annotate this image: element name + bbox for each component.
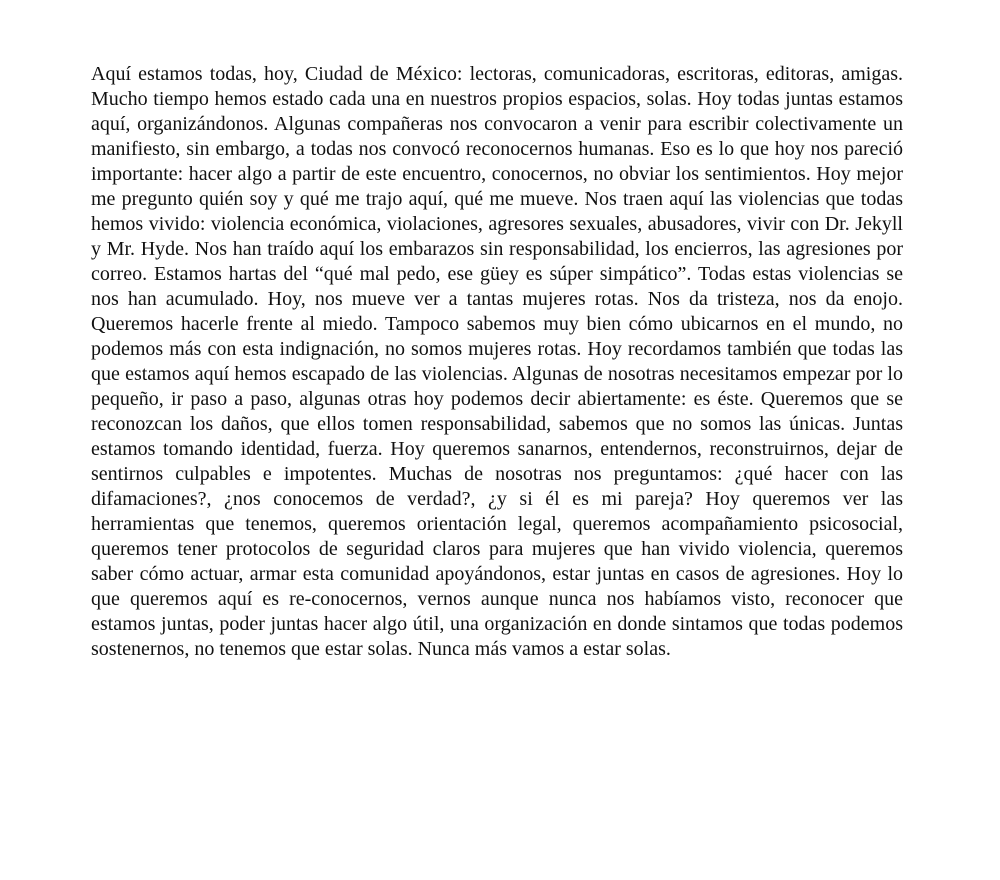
manifesto-paragraph: Aquí estamos todas, hoy, Ciudad de México: lectoras, comunicadoras, escritoras, editoras, amigas. Mucho tiempo hemos estado cada una en nuestros propios espacios, solas. Hoy todas juntas estamos aquí, organizándonos. Algunas compañeras nos convocaron a venir para escribir colectivamente un manifiesto, sin embargo, a todas nos convocó reconocernos humanas. Eso es lo que hoy nos pareció importante: hacer algo a partir de este encuentro, conocernos, no obviar los sentimientos. Hoy mejor me pregunto quién soy y qué me trajo aquí, qué me mueve. Nos traen aquí las violencias que todas hemos vivido: violencia económica, violaciones, agresores sexuales, abusadores, vivir con Dr. Jekyll y Mr. Hyde. Nos han traído aquí los embarazos sin responsabilidad, los encierros, las agresiones por correo. Estamos hartas del “qué mal pedo, ese güey es súper simpático”. Todas estas violencias se nos han acumulado. Hoy, nos mueve ver a tantas mujeres rotas. Nos da tristeza, nos da enojo. Queremos hacerle frente al miedo. Tampoco sabemos muy bien cómo ubicarnos en el mundo, no podemos más con esta indignación, no somos mujeres rotas. Hoy recordamos también que todas las que estamos aquí hemos escapado de las violencias. Algunas de nosotras necesitamos empezar por lo pequeño, ir paso a paso, algunas otras hoy podemos decir abiertamente: es éste. Queremos que se reconozcan los daños, que ellos tomen responsabilidad, sabemos que no somos las únicas. Juntas estamos tomando identidad, fuerza. Hoy queremos sanarnos, entendernos, reconstruirnos, dejar de sentirnos culpables e impotentes. Muchas de nosotras nos preguntamos: ¿qué hacer con las difamaciones?, ¿nos conocemos de verdad?, ¿y si él es mi pareja? Hoy queremos ver las herramientas que tenemos, queremos orientación legal, queremos acompañamiento psicosocial, queremos tener protocolos de seguridad claros para mujeres que han vivido violencia, queremos saber cómo actuar, armar esta comunidad apoyándonos, estar juntas en casos de agresiones. Hoy lo que queremos aquí es re-conocernos, vernos aunque nunca nos habíamos visto, reconocer que estamos juntas, poder juntas hacer algo útil, una organización en donde sintamos que todas podemos sostenernos, no tenemos que estar solas. Nunca más vamos a estar solas. xyxy=(91,63,903,660)
